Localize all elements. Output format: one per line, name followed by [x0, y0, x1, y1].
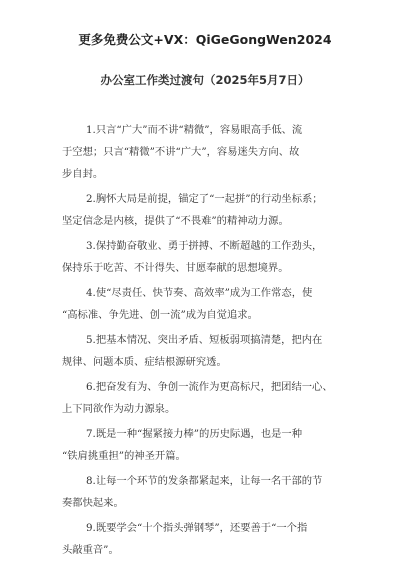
paragraph-line: “铁肩挑重担”的神圣开篇。: [62, 450, 186, 462]
paragraph-line: 9.既要学会“十个指头弹钢琴”，还要善于“一个指: [86, 522, 308, 534]
paragraph-item: [62, 119, 362, 185]
paragraph-list: [62, 119, 362, 564]
paragraph-line: 奏都快起来。: [62, 497, 124, 509]
paragraph-item: [62, 517, 362, 561]
paragraph-item: [62, 423, 362, 467]
paragraph-line: 于空想；只言“精微”不讲“广大”，容易迷失方向、故: [62, 146, 300, 158]
paragraph-line: 坚定信念是内核，提供了“不畏难”的精神动力源。: [62, 215, 289, 227]
paragraph-line: 步自封。: [62, 168, 104, 180]
paragraph-line: 保持乐于吃苦、不计得失、甘愿奉献的思想境界。: [62, 262, 289, 274]
paragraph-line: 8.让每一个环节的发条都紧起来，让每一名干部的节: [86, 475, 323, 487]
paragraph-item: [62, 235, 362, 279]
paragraph-line: 2.胸怀大局是前提，锚定了“一起拼”的行动坐标系；: [86, 193, 323, 205]
paragraph-item: [62, 376, 362, 420]
paragraph-line: 1.只言“广大”而不讲“精微”，容易眼高手低、流: [86, 124, 303, 136]
paragraph-line: 6.把奋发有为、争创一流作为更高标尺，把团结一心、: [86, 381, 333, 393]
paragraph-item: [62, 470, 362, 514]
paragraph-line: 3.保持勤奋敬业、勇于拼搏、不断超越的工作劲头，: [86, 240, 323, 252]
paragraph-item: [62, 282, 362, 326]
paragraph-line: 规律、问题本质、症结根源研究透。: [62, 356, 227, 368]
document-title: 办公室工作类过渡句（2025年5月7日）: [100, 73, 310, 87]
paragraph-item: [62, 188, 362, 232]
paragraph-line: 5.把基本情况、突出矛盾、短板弱项搞清楚，把内在: [86, 334, 323, 346]
paragraph-item: [62, 329, 362, 373]
paragraph-line: 上下同欲作为动力源泉。: [62, 403, 176, 415]
paragraph-line: “高标准、争先进、创一流”成为自觉追求。: [62, 309, 258, 321]
paragraph-line: 头敲重音”。: [62, 544, 119, 556]
page-header: 更多免费公文+VX：QiGeGongWen2024: [78, 32, 332, 47]
paragraph-line: 7.既是一种“握紧接力棒”的历史际遇，也是一种: [86, 428, 302, 440]
paragraph-line: 4.使“尽责任、快节奏、高效率”成为工作常态，使: [86, 287, 313, 299]
